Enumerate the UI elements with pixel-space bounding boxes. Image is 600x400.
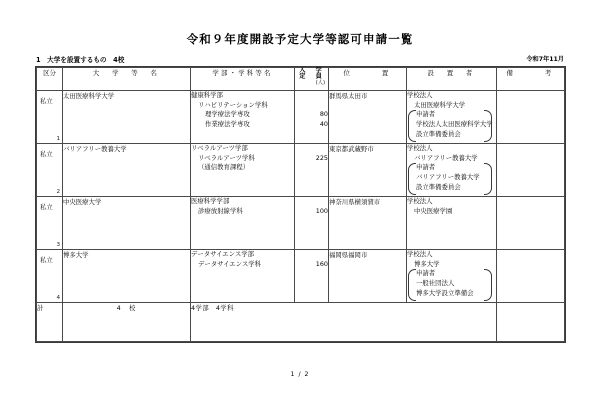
founder-applicant-brace (407, 269, 496, 298)
department-line: リハビリテーション学科 (198, 100, 268, 109)
col-header-department: 学部・学科等名 (191, 68, 295, 91)
header-row (37, 68, 565, 91)
cell-capacity (295, 197, 329, 250)
capacity-value (295, 163, 328, 173)
table-row (37, 197, 565, 250)
cell-university-name: 太田医療科学大学 (63, 91, 191, 144)
cell-founder (407, 91, 497, 144)
applicant-line: 学校法人太田医療科学大学 (416, 120, 493, 129)
kubun-value: 私立 (40, 256, 53, 264)
applicant-line: 設立準備委員会 (416, 129, 461, 138)
founder-line: 博多大学 (414, 259, 440, 268)
capacity-value (295, 197, 328, 207)
table-footer (37, 303, 565, 342)
col-header-capacity (295, 68, 329, 91)
total-note (497, 303, 565, 342)
capacity-value: 40 (319, 120, 328, 129)
brace-right-icon (484, 163, 492, 194)
cell-department (191, 250, 295, 303)
row-number: 4 (56, 295, 60, 301)
table-body (37, 91, 565, 303)
cell-kubun (37, 144, 63, 197)
table-row (37, 144, 565, 197)
department-line: 医療科学学部 (191, 197, 230, 205)
brace-left-icon (408, 269, 416, 300)
row-number: 1 (56, 136, 60, 142)
subheader (36, 54, 564, 65)
col-header-capacity-unit: (人) (315, 79, 325, 86)
cell-note (497, 197, 565, 250)
department-line: （通信教育課程） (198, 163, 250, 172)
brace-right-icon (484, 269, 492, 300)
col-header-capacity-text: 入 学 定 員 (299, 67, 324, 81)
row-number: 3 (56, 242, 60, 248)
cell-kubun (37, 250, 63, 303)
cell-location: 福岡県福岡市 (329, 250, 407, 303)
capacity-value: 225 (315, 153, 328, 162)
col-header-note: 備 考 (497, 68, 565, 91)
founder-applicant-brace (407, 163, 496, 192)
department-line: リベラルアーツ学科 (198, 153, 255, 162)
founder-line: 学校法人 (407, 250, 433, 258)
department-line: データサイエンス学部 (191, 250, 255, 258)
applications-table (36, 67, 565, 342)
capacity-value: 100 (315, 206, 328, 215)
col-header-founder: 設 置 者 (407, 68, 497, 91)
table-row (37, 91, 565, 144)
founder-line: 学校法人 (407, 91, 433, 99)
cell-kubun (37, 91, 63, 144)
cell-founder (407, 250, 497, 303)
applicant-line: 申請者 (416, 110, 436, 119)
founder-applicant-brace (407, 110, 496, 139)
applicant-line: 一般社団法人 (416, 279, 455, 288)
department-line: データサイエンス学科 (198, 259, 262, 268)
applicant-line: 設立準備委員会 (416, 182, 461, 191)
capacity-value (295, 144, 328, 154)
founder-line: バリアフリー教養大学 (414, 153, 478, 162)
applicant-line: バリアフリー教養大学 (416, 173, 480, 182)
cell-note (497, 144, 565, 197)
section-label: 1 大学を設置するもの 4校 (36, 56, 125, 64)
brace-left-icon (408, 110, 416, 141)
brace-left-icon (408, 163, 416, 194)
total-count: 4 校 (63, 303, 191, 342)
cell-capacity (295, 144, 329, 197)
cell-department (191, 197, 295, 250)
cell-location: 神奈川県横須賀市 (329, 197, 407, 250)
cell-department (191, 144, 295, 197)
department-line: 作業療法学専攻 (205, 120, 250, 129)
total-row (37, 303, 565, 342)
cell-location: 群馬県太田市 (329, 91, 407, 144)
capacity-value (295, 250, 328, 260)
founder-line: 太田医療科学大学 (414, 100, 466, 109)
founder-line: 学校法人 (407, 197, 433, 205)
cell-founder (407, 144, 497, 197)
issue-date: 令和7年11月 (526, 56, 564, 63)
row-number: 2 (56, 189, 60, 195)
page-title: 令和９年度開設予定大学等認可申請一覧 (186, 32, 414, 46)
applicant-line: 申請者 (416, 269, 436, 278)
cell-founder (407, 197, 497, 250)
cell-capacity (295, 91, 329, 144)
cell-university-name: 博多大学 (63, 250, 191, 303)
table-row (37, 250, 565, 303)
kubun-value: 私立 (40, 150, 53, 158)
page-number: 1 / 2 (290, 371, 310, 378)
department-line: 理学療法学専攻 (205, 110, 250, 119)
capacity-value (295, 101, 328, 111)
cell-department (191, 91, 295, 144)
brace-right-icon (484, 110, 492, 141)
cell-capacity (295, 250, 329, 303)
cell-kubun (37, 197, 63, 250)
cell-note (497, 91, 565, 144)
cell-university-name: 中央医療大学 (63, 197, 191, 250)
kubun-value: 私立 (40, 203, 53, 211)
cell-location: 東京都武蔵野市 (329, 144, 407, 197)
capacity-value: 80 (319, 110, 328, 119)
col-header-location: 位 置 (329, 68, 407, 91)
col-header-university: 大 学 等 名 (63, 68, 191, 91)
department-line: リベラルアーツ学部 (191, 144, 248, 152)
total-departments: 4学部 4学科 (191, 303, 497, 342)
table-header (37, 68, 565, 91)
capacity-value (295, 91, 328, 101)
capacity-value: 160 (315, 259, 328, 268)
cell-note (497, 250, 565, 303)
founder-line: 学校法人 (407, 144, 433, 152)
applicant-line: 申請者 (416, 163, 436, 172)
kubun-value: 私立 (40, 97, 53, 105)
total-label: 計 (37, 303, 63, 342)
cell-university-name: バリアフリー教養大学 (63, 144, 191, 197)
col-header-kubun: 区分 (37, 68, 63, 91)
department-line: 診療放射線学科 (198, 206, 243, 215)
applicant-line: 博多大学設立準備会 (416, 288, 474, 297)
founder-line: 中央医療学園 (414, 206, 453, 215)
department-line: 健康科学部 (191, 91, 223, 99)
